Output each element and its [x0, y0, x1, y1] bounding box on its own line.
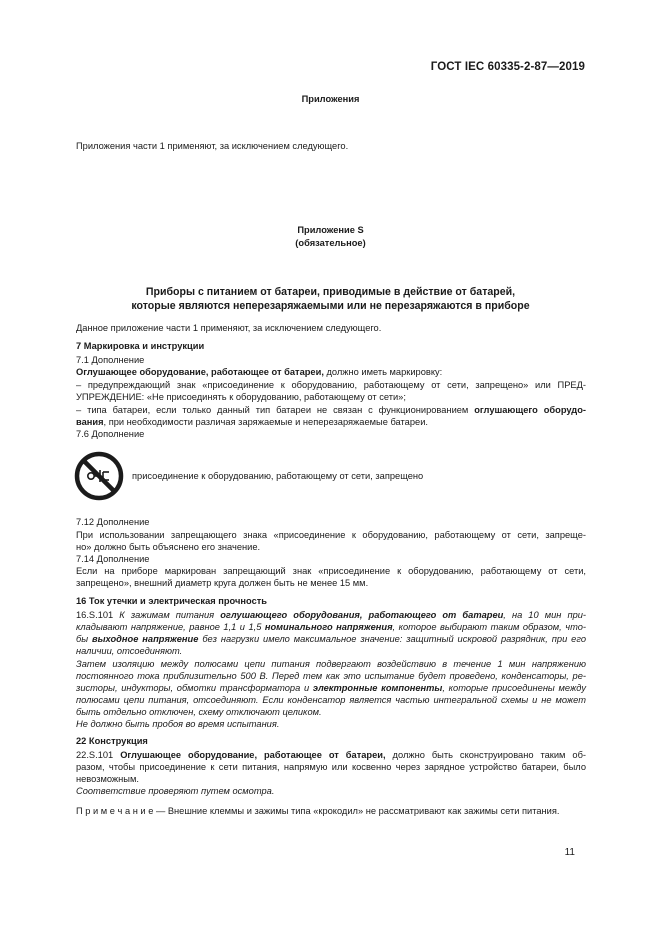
section-22-heading: 22 Конструкция — [76, 736, 148, 746]
annexes-intro: Приложения части 1 применяют, за исключением следующего. — [76, 141, 349, 151]
term-stunning-equipment-2: оглушающего оборудо- — [474, 405, 586, 415]
term-stunning-equipment: Оглушающее оборудование, работающее от батареи, — [76, 367, 324, 377]
s16-p2-line1: Затем изоляцию между полюсами цепи питания подвергают воздействию в течение 1 мин напряжению — [76, 659, 586, 669]
list-item-1-line1: – предупреждающий знак «присоединение к оборудованию, работающему от сети, запрещено» или ПРЕД- — [76, 380, 586, 390]
note-label: П р и м е ч а н и е — [76, 806, 154, 816]
s16-l1-text: К зажимам питания — [119, 610, 221, 620]
s16-p2-line5: быть отдельно отключен, схему отключают целиком. — [76, 707, 322, 717]
s22-compliance-check: Соответствие проверяют путем осмотра. — [76, 786, 275, 796]
annex-s-intro: Данное приложение части 1 применяют, за исключением следующего. — [76, 323, 382, 333]
annex-s-heading-line1: Приборы с питанием от батареи, приводимые в действие от батарей, — [145, 286, 516, 298]
s16-line4: наличии, отсоединяют. — [76, 646, 183, 656]
s16-p2-l3-term: электронные компоненты — [312, 683, 443, 693]
list-item-1-line2: УПРЕЖДЕНИЕ: «Не присоединять к оборудованию, работающему от сети»; — [76, 392, 406, 402]
list-item-2-rest: , при необходимости различая заряжаемые и неперезаряжаемые батареи. — [103, 417, 428, 427]
s16-p2-line4: полюсами цепи питания, отсоединяют. Если конденсатор является частью интегральной схемы и не может — [76, 695, 586, 705]
s16-p3: Не должно быть пробоя во время испытания. — [76, 719, 280, 729]
s22-line2: разом, чтобы присоединение к сети питания, напрямую или косвенно через зарядное устройство батареи, было — [76, 762, 586, 772]
paragraph-7-1 — [76, 366, 442, 379]
s16-p2-line2: постоянного тока приблизительно 500 В. Перед тем как это испытание будет проведено, конденсаторы, ре- — [76, 671, 586, 681]
s16-l3-term: выходное напряжение — [92, 634, 199, 644]
subclause-7-1: 7.1 Дополнение — [76, 355, 145, 365]
annex-s-status: (обязательное) — [295, 238, 366, 248]
no-mains-connection-icon — [74, 451, 124, 501]
s16-l2-text: кладывают напряжение, равное 1,1 и 1,5 — [76, 622, 265, 632]
list-item-2-text: – типа батареи, если только данный тип батареи не связан с функционированием — [76, 405, 475, 415]
subclause-7-6: 7.6 Дополнение — [76, 429, 145, 439]
s16-l1-term: оглушающего оборудования, работающего от батареи — [220, 610, 504, 620]
s16-l1-end: , на 10 мин при- — [503, 610, 587, 620]
paragraph-7-12-line1: При использовании запрещающего знака «присоединение к оборудованию, работающему от сети, запреще- — [76, 530, 586, 540]
s16-p2-l3-end: , которые присоединены между — [442, 683, 586, 693]
clause-number-22-s-101: 22.S.101 — [76, 750, 121, 760]
subclause-7-12: 7.12 Дополнение — [76, 517, 150, 527]
standard-designation: ГОСТ IEC 60335-2-87—2019 — [430, 61, 585, 73]
paragraph-7-12-line2: но» должно быть объяснено его значение. — [76, 542, 261, 552]
subclause-7-14: 7.14 Дополнение — [76, 554, 150, 564]
s16-l2-end: , которое выбирают таким образом, что- — [392, 622, 586, 632]
paragraph-7-14-line2: запрещено», внешний диаметр круга должен быть не менее 15 мм. — [76, 578, 369, 588]
s22-l1-term: Оглушающее оборудование, работающее от батареи, — [120, 750, 386, 760]
clause-number-16-s-101: 16.S.101 — [76, 610, 120, 620]
section-7-heading: 7 Маркировка и инструкции — [76, 341, 205, 351]
term-stunning-equipment-2-end: вания — [76, 417, 104, 427]
paragraph-7-1-rest: должно иметь маркировку: — [323, 367, 443, 377]
s16-l3-text: бы — [76, 634, 92, 644]
section-16-heading: 16 Ток утечки и электрическая прочность — [76, 596, 268, 606]
s16-l2-term: номинального напряжения — [264, 622, 393, 632]
s16-l3-end: без нагрузки имело максимальное значение: защитный искровой разрядник, при его — [198, 634, 587, 644]
symbol-caption: присоединение к оборудованию, работающему от сети, запрещено — [132, 471, 424, 481]
annex-s-heading-line2: которые являются неперезаряжаемыми или не перезаряжаются в приборе — [131, 300, 530, 312]
annex-s-title: Приложение S — [297, 225, 364, 235]
s22-note — [76, 805, 559, 818]
note-text: — Внешние клеммы и зажимы типа «крокодил» не рассматривают как зажимы сети питания. — [153, 806, 560, 816]
s22-line3: невозможным. — [76, 774, 139, 784]
annexes-title: Приложения — [301, 94, 360, 104]
s22-l1-end: должно быть сконструировано таким об- — [385, 750, 586, 760]
s16-p2-l3-text: зисторы, индукторы, обмотки трансформатора и — [76, 683, 313, 693]
paragraph-7-14-line1: Если на приборе маркирован запрещающий знак «присоединение к оборудованию, работающему от сети, — [76, 566, 586, 576]
page-number: 11 — [564, 847, 575, 858]
